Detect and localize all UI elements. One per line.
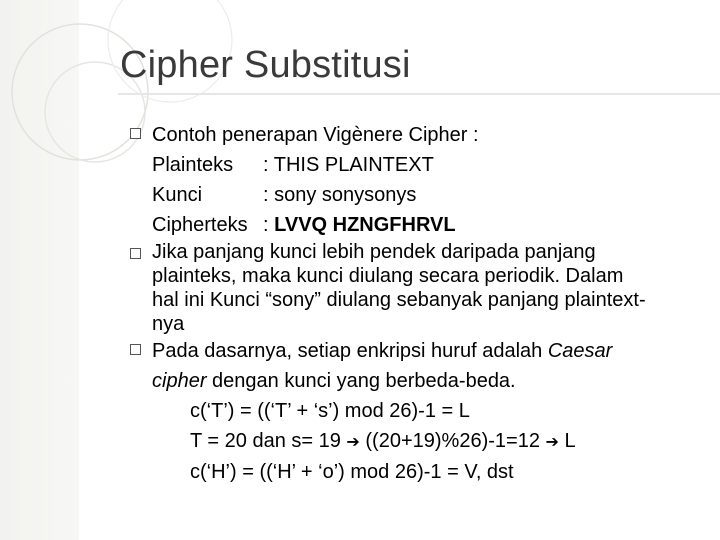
bullet-key-repeat: [132, 240, 712, 336]
square-bullet-icon: [130, 128, 141, 139]
example-row-plaintext: [152, 150, 712, 180]
square-bullet-icon: [130, 248, 141, 259]
right-arrow-icon: ➔: [545, 432, 559, 451]
bullet-key-repeat-line: plainteks, maka kunci diulang secara periodik. Dalam: [152, 265, 624, 287]
bullet-caesar-line2: [152, 366, 712, 396]
slide-body: [132, 120, 712, 487]
calc-line-numeric: [152, 426, 712, 457]
caesar-italic: Caesar: [547, 340, 613, 362]
example-value: : sony sonysonys: [263, 184, 417, 206]
caesar-text: Pada dasarnya, setiap enkripsi huruf adalah: [152, 340, 548, 362]
example-row-ciphertext: [152, 210, 712, 240]
example-label: Cipherteks: [152, 214, 248, 236]
bullet-key-repeat-line: nya: [152, 313, 185, 335]
bullet-key-repeat-line: Jika panjang kunci lebih pendek daripada panjang: [152, 241, 596, 263]
title-divider: [118, 93, 720, 95]
bullet-example: [132, 120, 712, 240]
calc-line-h: c(‘H’) = ((‘H’ + ‘o’) mod 26)-1 = V, dst: [190, 461, 514, 483]
calc-part: T = 20 dan s= 19: [190, 430, 347, 452]
bullet-caesar: [132, 336, 712, 487]
slide-title: Cipher Substitusi: [120, 44, 411, 86]
ciphertext-value: LVVQ HZNGFHRVL: [274, 214, 456, 236]
example-value: : THIS PLAINTEXT: [263, 154, 434, 176]
example-value-prefix: :: [263, 214, 275, 236]
example-row-key: [152, 180, 712, 210]
right-arrow-icon: ➔: [346, 432, 360, 451]
caesar-text: dengan kunci yang berbeda-beda.: [206, 370, 516, 392]
square-bullet-icon: [130, 344, 141, 355]
bullet-key-repeat-line: hal ini Kunci “sony” diulang sebanyak panjang plaintext-: [152, 289, 646, 311]
example-label: Kunci: [152, 184, 203, 206]
calc-part: L: [558, 430, 576, 452]
cipher-italic: cipher: [152, 370, 207, 392]
example-label: Plainteks: [152, 154, 234, 176]
calc-line-t: c(‘T’) = ((‘T’ + ‘s’) mod 26)-1 = L: [190, 400, 470, 422]
calc-part: ((20+19)%26)-1=12: [359, 430, 546, 452]
bullet-caesar-line1: [152, 336, 712, 366]
bullet-example-text: Contoh penerapan Vigènere Cipher :: [152, 124, 479, 146]
